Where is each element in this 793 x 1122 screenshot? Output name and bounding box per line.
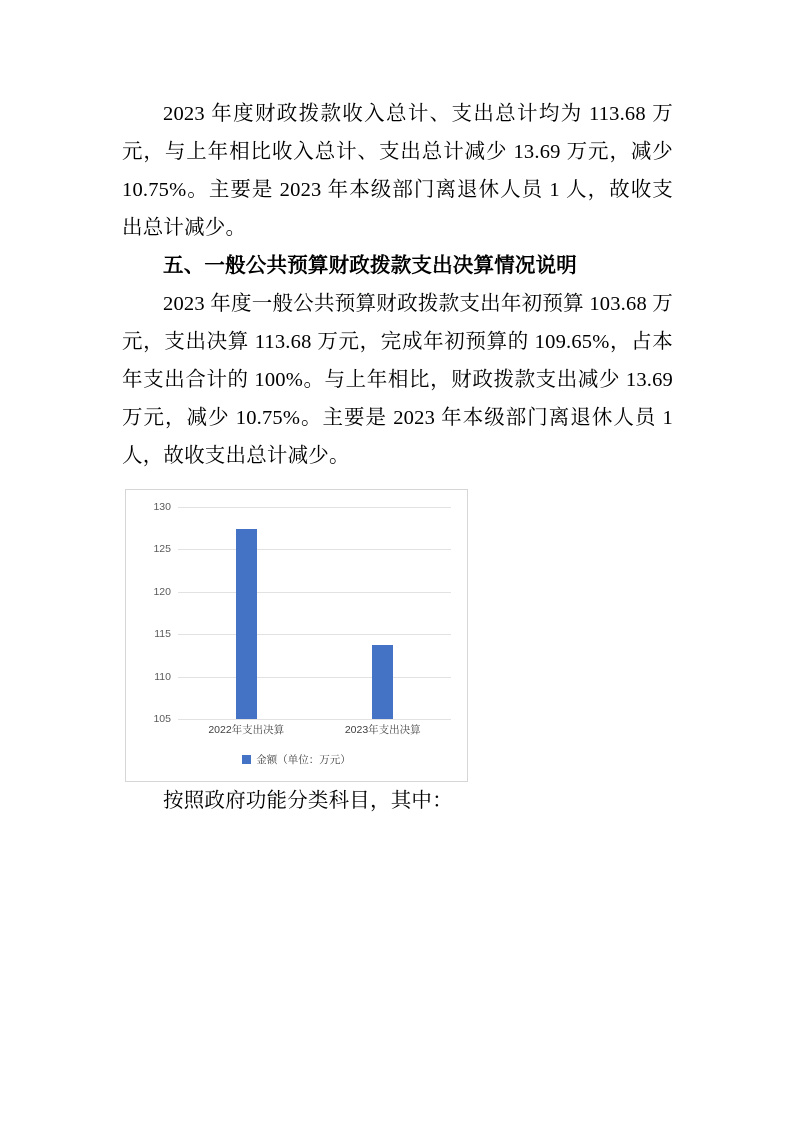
- chart-y-tick-label: 120: [153, 585, 171, 598]
- chart-y-tick-label: 105: [153, 713, 171, 725]
- chart-bar: [236, 529, 257, 719]
- chart-x-axis-labels: [178, 722, 451, 740]
- paragraph-financial-allocation-total: 2023 年度财政拨款收入总计、支出总计均为 113.68 万元，与上年相比收入总计、支出总计减少 13.69 万元，减少 10.75%。主要是 2023 年本级部门离退休人员 1 人，故收支出总计减少。: [122, 103, 673, 239]
- chart-y-tick-label: 110: [154, 670, 171, 683]
- chart-plot-area: [153, 501, 451, 725]
- chart-legend: [126, 752, 467, 767]
- chart-x-tick-label: 2023年支出决算: [344, 724, 421, 736]
- chart-x-tick-label: 2022年支出决算: [208, 724, 285, 736]
- chart-y-tick-label: 115: [154, 628, 171, 641]
- paragraph-general-public-budget: 2023 年度一般公共预算财政拨款支出年初预算 103.68 万元，支出决算 113.68 万元，完成年初预算的 109.65%，占本年支出合计的 100%。与上年相比，财政拨款支出减少 13.69 万元，减少 10.75%。主要是 2023 年本级部门离退休人员 1 人，故收支出总计减少。: [122, 293, 673, 467]
- chart-gridline: [153, 543, 451, 556]
- chart-bar: [372, 645, 393, 719]
- chart-gridline: [154, 628, 451, 641]
- section-heading-five: 五、一般公共预算财政拨款支出决算情况说明: [163, 254, 577, 277]
- expenditure-bar-chart: [125, 489, 468, 782]
- legend-color-swatch: [242, 755, 251, 764]
- chart-y-tick-label: 130: [153, 501, 171, 513]
- paragraph-government-function-classification: 按照政府功能分类科目，其中：: [163, 790, 453, 812]
- legend-label: 金额（单位：万元）: [256, 754, 351, 766]
- chart-gridline: [153, 501, 451, 513]
- chart-gridline: [154, 670, 451, 683]
- chart-y-tick-label: 125: [153, 543, 171, 556]
- chart-gridline: [153, 713, 451, 725]
- chart-gridline: [153, 585, 451, 598]
